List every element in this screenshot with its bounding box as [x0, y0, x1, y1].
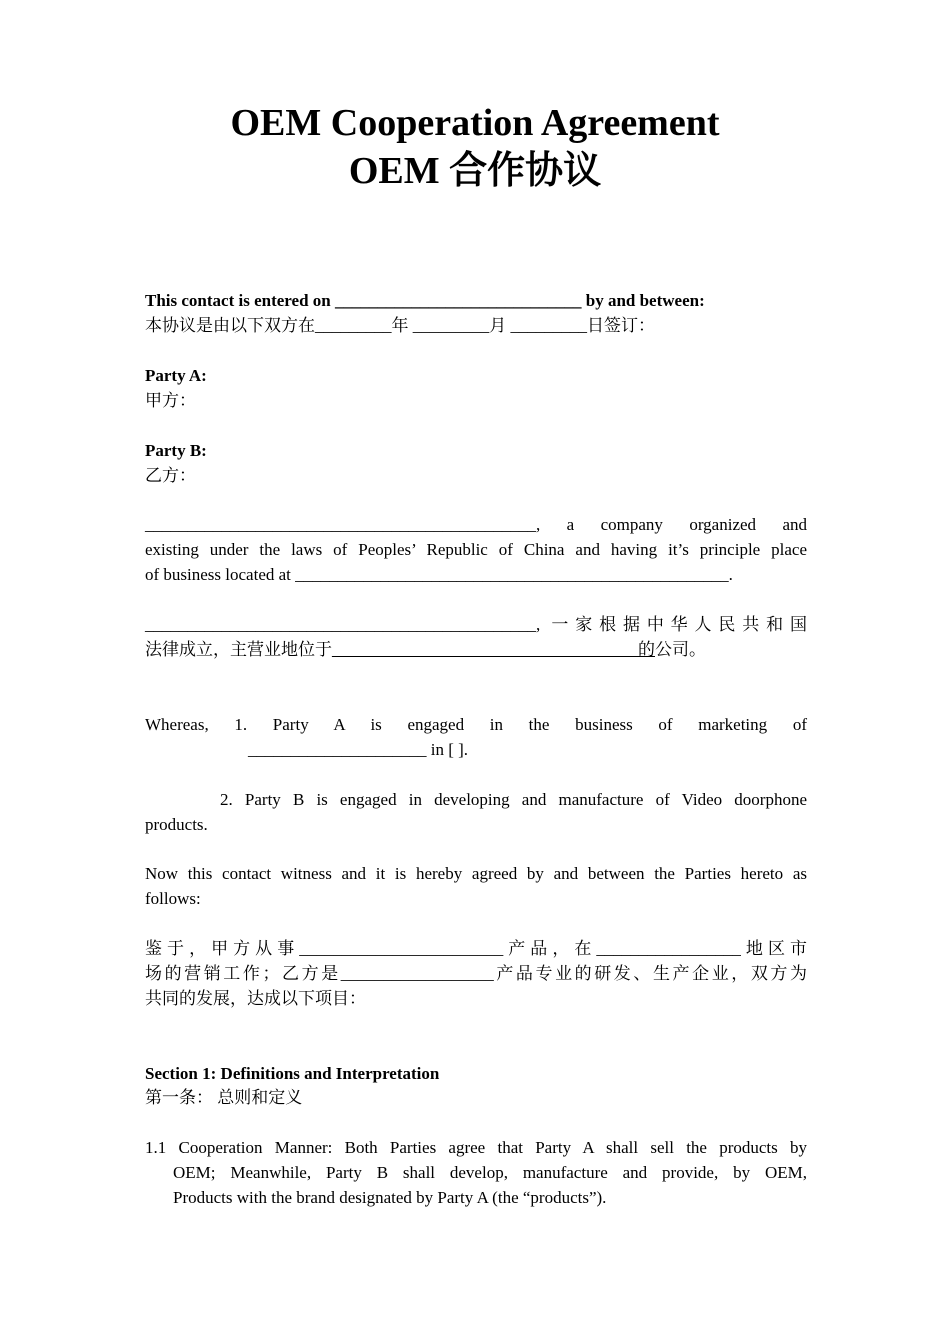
clause-1-1-line-2: OEM; Meanwhile, Party B shall develop, manufacture and provide, by OEM,	[173, 1163, 807, 1182]
company-english-line-1: ______________________________________________, a company organized and	[145, 515, 807, 534]
party-a-label-cn: 甲方：	[145, 391, 196, 410]
jianyu-line-2: 场的营销工作；乙方是__________________产品专业的研发、生产企业，双方为	[145, 964, 807, 983]
party-a-label: Party A:	[145, 366, 207, 385]
title-english: OEM Cooperation Agreement	[230, 102, 720, 144]
company-chinese-line-1: ______________________________________________, 一家根据中华人民共和国	[145, 615, 807, 634]
intro-english: This contact is entered on _____________________________ by and between:	[145, 291, 705, 310]
clause-1-1-line-3: Products with the brand designated by Party A (the “products”).	[173, 1188, 607, 1207]
section-1-heading-cn: 第一条： 总则和定义	[145, 1088, 303, 1107]
intro-chinese: 本协议是由以下双方在_________年 _________月 _________日签订：	[145, 316, 655, 335]
jianyu-line-1: 鉴于，甲方从事________________________产品，在_________________地区市	[145, 939, 807, 958]
company-english-line-2: existing under the laws of Peoples’ Republic of China and having it’s principle place	[145, 540, 807, 559]
title-chinese: OEM 合作协议	[348, 150, 602, 192]
clause-1-1-line-1: 1.1 Cooperation Manner: Both Parties agree that Party A shall sell the products by	[145, 1138, 807, 1157]
company-chinese-line-2-b: ____________________________________的	[332, 640, 655, 659]
party-b-label: Party B:	[145, 441, 207, 460]
whereas-line-1: Whereas, 1. Party A is engaged in the business of marketing of	[145, 715, 807, 734]
jianyu-line-3: 共同的发展，达成以下项目：	[145, 989, 366, 1008]
now-this-line-2: follows:	[145, 889, 201, 908]
section-1-heading: Section 1: Definitions and Interpretation	[145, 1064, 440, 1083]
company-chinese-line-2-a: 法律成立，主营业地位于	[145, 640, 332, 659]
company-chinese-line-2-c: 公司。	[655, 640, 706, 659]
whereas-item-2-line-2: products.	[145, 815, 208, 834]
company-chinese-line-2	[145, 638, 807, 663]
whereas-line-2: _____________________ in [ ].	[248, 740, 469, 759]
now-this-line-1: Now this contact witness and it is hereby agreed by and between the Parties hereto as	[145, 864, 807, 883]
party-b-label-cn: 乙方：	[145, 466, 196, 485]
company-english-line-3: of business located at ___________________________________________________.	[145, 565, 733, 584]
whereas-item-2-line-1: 2. Party B is engaged in developing and manufacture of Video doorphone	[220, 790, 807, 809]
